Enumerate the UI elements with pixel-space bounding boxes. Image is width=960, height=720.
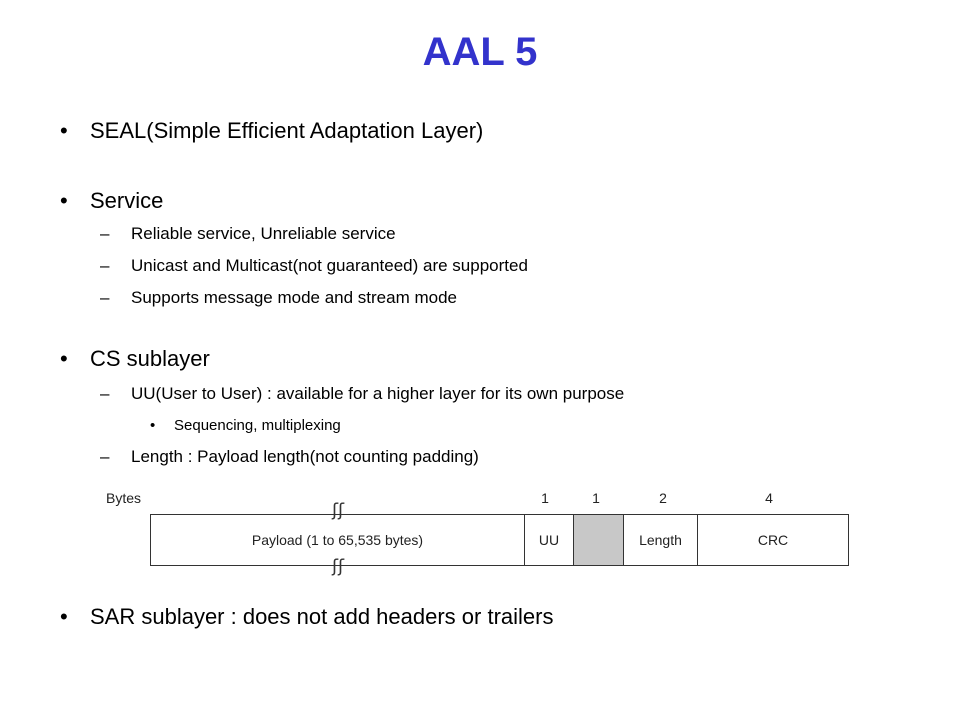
- bullet-sar-text: SAR sublayer : does not add headers or trailers: [90, 604, 554, 629]
- bullet-marker: •: [60, 188, 68, 213]
- slide-title: AAL 5: [422, 30, 538, 74]
- sub-sub-bullet-text: Sequencing, multiplexing: [174, 417, 341, 434]
- sub-bullet-service-reliability: [100, 224, 396, 244]
- bullet-service: [60, 188, 163, 214]
- sub-bullet-cs-length: [100, 447, 479, 467]
- sub-bullet-text: Supports message mode and stream mode: [131, 288, 458, 307]
- dash-marker: –: [100, 256, 110, 275]
- byte-count-crc: 4: [765, 490, 773, 506]
- bullet-service-text: Service: [90, 188, 164, 213]
- byte-count-uu: 1: [541, 490, 549, 506]
- field-uu: UU: [524, 514, 574, 566]
- bullet-cs-text: CS sublayer: [90, 346, 210, 371]
- bullet-marker: •: [150, 417, 156, 434]
- field-payload: Payload (1 to 65,535 bytes): [150, 514, 525, 566]
- dash-marker: –: [100, 224, 110, 243]
- sub-bullet-text: UU(User to User) : available for a higher layer for its own purpose: [131, 384, 625, 403]
- sub-bullet-service-cast: [100, 256, 528, 276]
- bullet-cs-sublayer: [60, 346, 210, 372]
- bytes-label: Bytes: [106, 490, 142, 506]
- field-crc: CRC: [697, 514, 849, 566]
- sub-sub-bullet-sequencing: [150, 417, 341, 435]
- sub-bullet-text: Unicast and Multicast(not guaranteed) are supported: [131, 256, 528, 275]
- dash-marker: –: [100, 288, 110, 307]
- break-mark-top: ʃʃ: [332, 500, 345, 521]
- bullet-marker: •: [60, 118, 68, 143]
- byte-count-reserved: 1: [592, 490, 600, 506]
- sub-bullet-service-mode: [100, 288, 457, 308]
- bullet-sar-sublayer: [60, 604, 553, 630]
- sub-bullet-text: Reliable service, Unreliable service: [131, 224, 396, 243]
- field-reserved: [573, 514, 624, 566]
- bullet-seal-text: SEAL(Simple Efficient Adaptation Layer): [90, 118, 484, 143]
- bullet-marker: •: [60, 604, 68, 629]
- field-length: Length: [623, 514, 698, 566]
- break-mark-bottom: ʃʃ: [332, 556, 345, 577]
- bullet-seal: [60, 118, 483, 144]
- sub-bullet-text: Length : Payload length(not counting padding): [131, 447, 479, 466]
- byte-count-length: 2: [659, 490, 667, 506]
- bullet-marker: •: [60, 346, 68, 371]
- aal5-trailer-diagram: [96, 482, 856, 582]
- dash-marker: –: [100, 447, 110, 466]
- sub-bullet-cs-uu: [100, 384, 624, 404]
- dash-marker: –: [100, 384, 110, 403]
